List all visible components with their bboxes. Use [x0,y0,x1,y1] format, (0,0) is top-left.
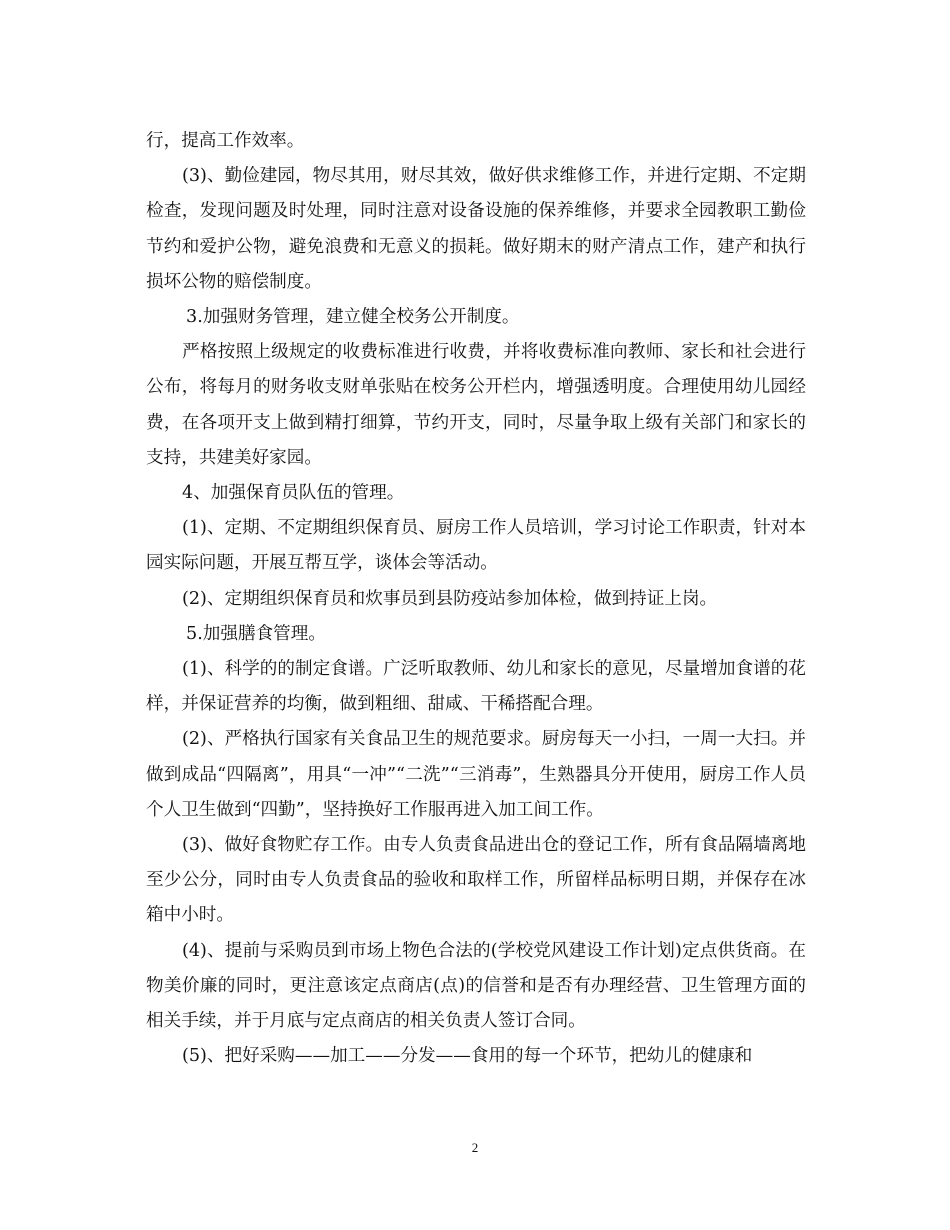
paragraph-continuation: 行，提高工作效率。 [146,131,305,151]
paragraph-item-5-procurement: (5)、把好采购——加工——分发——食用的每一个环节，把幼儿的健康和 [182,1046,753,1067]
section-heading-finance: 3.加强财务管理，建立健全校务公开制度。 [186,307,520,328]
section-heading-meals: 5.加强膳食管理。 [186,623,326,644]
paragraph-item-2-hygiene: (2)、严格执行国家有关食品卫生的规范要求。厨房每天一小扫，一周一大扫。并做到成品“四隔离”，用具“一冲”“二洗”“三消毒”，生熟器具分开使用，厨房工作人员个人卫生做到“四勤”，坚持换好工作服再进入加工间工作。 [146,729,806,820]
paragraph-item-1-training: (1)、定期、不定期组织保育员、厨房工作人员培训，学习讨论工作职责，针对本园实际问题，开展互帮互学，谈体会等活动。 [146,518,806,574]
paragraph-item-2-health-check: (2)、定期组织保育员和炊事员到县防疫站参加体检，做到持证上岗。 [182,588,718,609]
page-number: 2 [471,1140,479,1155]
paragraph-fee-standards: 严格按照上级规定的收费标准进行收费，并将收费标准向教师、家长和社会进行公布，将每月的财务收支财单张贴在校务公开栏内，增强透明度。合理使用幼儿园经费，在各项开支上做到精打细算，节约开支，同时，尽量争取上级有关部门和家长的支持，共建美好家园。 [146,342,806,468]
document-body [146,124,806,1074]
paragraph-item-3-storage: (3)、做好食物贮存工作。由专人负责食品进出仓的登记工作，所有食品隔墙离地至少公分，同时由专人负责食品的验收和取样工作，所留样品标明日期，并保存在冰箱中小时。 [146,835,806,926]
paragraph-item-3-diligent-garden: (3)、勤俭建园，物尽其用，财尽其效，做好供求维修工作，并进行定期、不定期检查，发现问题及时处理，同时注意对设备设施的保养维修，并要求全园教职工勤俭节约和爱护公物，避免浪费和无意义的损耗。做好期末的财产清点工作，建产和执行损坏公物的赔偿制度。 [146,166,806,292]
paragraph-item-1-recipes: (1)、科学的的制定食谱。广泛听取教师、幼儿和家长的意见，尽量增加食谱的花样，并保证营养的均衡，做到粗细、甜咸、干稀搭配合理。 [146,659,806,715]
paragraph-item-4-suppliers: (4)、提前与采购员到市场上物色合法的(学校党风建设工作计划)定点供货商。在物美价廉的同时，更注意该定点商店(点)的信誉和是否有办理经营、卫生管理方面的相关手续，并于月底与定点商店的相关负责人签订合同。 [146,940,806,1032]
section-heading-nursery-staff: 4、加强保育员队伍的管理。 [182,483,405,504]
